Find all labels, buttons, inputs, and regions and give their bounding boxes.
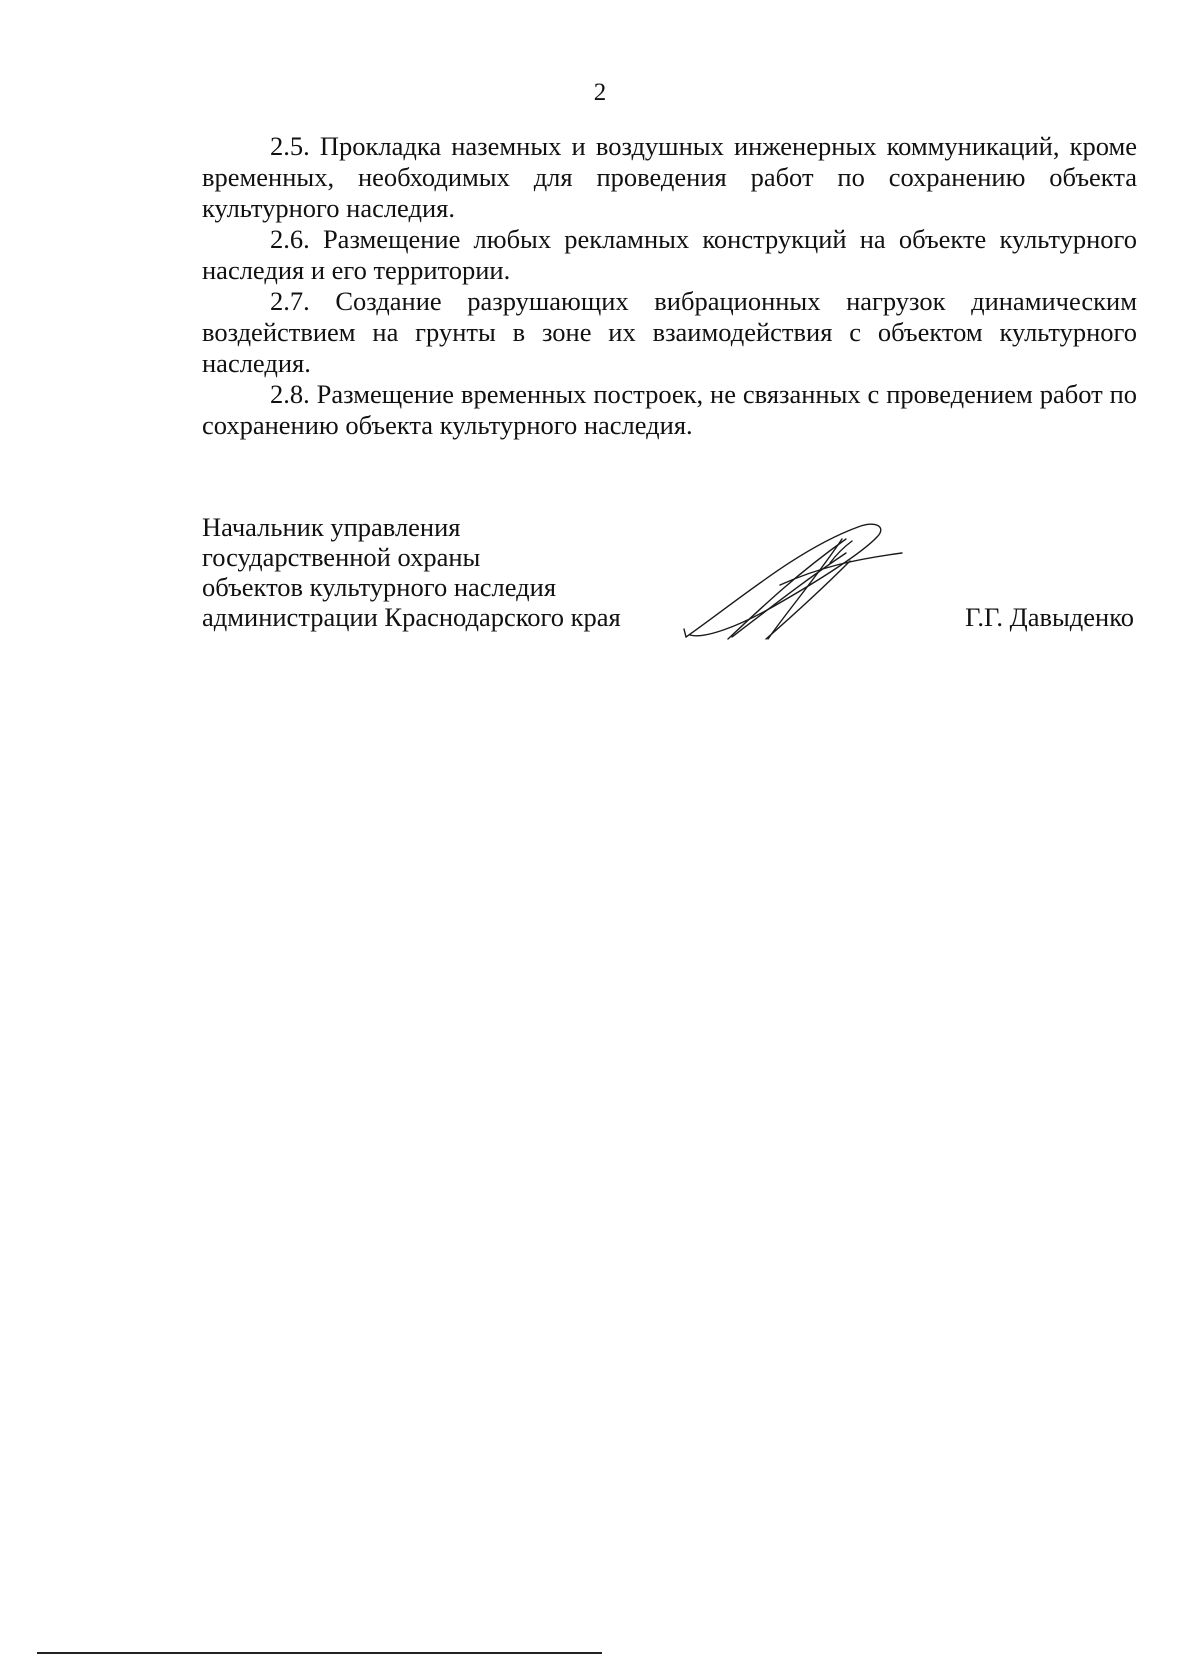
- signatory-title-line: администрации Краснодарского края: [202, 602, 621, 632]
- paragraph-2-7: 2.7. Создание разрушающих вибрационных нагрузок динамическим воздействием на грунты в зоне их взаимодействия с объектом культурного наследия.: [202, 286, 1137, 378]
- paragraph-2-5: 2.5. Прокладка наземных и воздушных инженерных коммуникаций, кроме временных, необходимых для проведения работ по сохранению объекта культурного наследия.: [202, 131, 1137, 223]
- page-number: 2: [593, 79, 607, 106]
- signatory-title-line: Начальник управления: [202, 512, 461, 542]
- paragraph-2-6: 2.6. Размещение любых рекламных конструкций на объекте культурного наследия и его территории.: [202, 224, 1137, 285]
- footer-divider: [37, 1652, 602, 1654]
- paragraph-2-8: 2.8. Размещение временных построек, не связанных с проведением работ по сохранению объекта культурного наследия.: [202, 379, 1137, 440]
- document-body: [202, 131, 1137, 441]
- signatory-title: [202, 512, 702, 632]
- signer-name: Г.Г. Давыденко: [965, 602, 1134, 632]
- handwritten-signature-icon: [680, 515, 910, 645]
- signatory-title-line: государственной охраны: [202, 542, 481, 572]
- signatory-title-line: объектов культурного наследия: [202, 572, 557, 602]
